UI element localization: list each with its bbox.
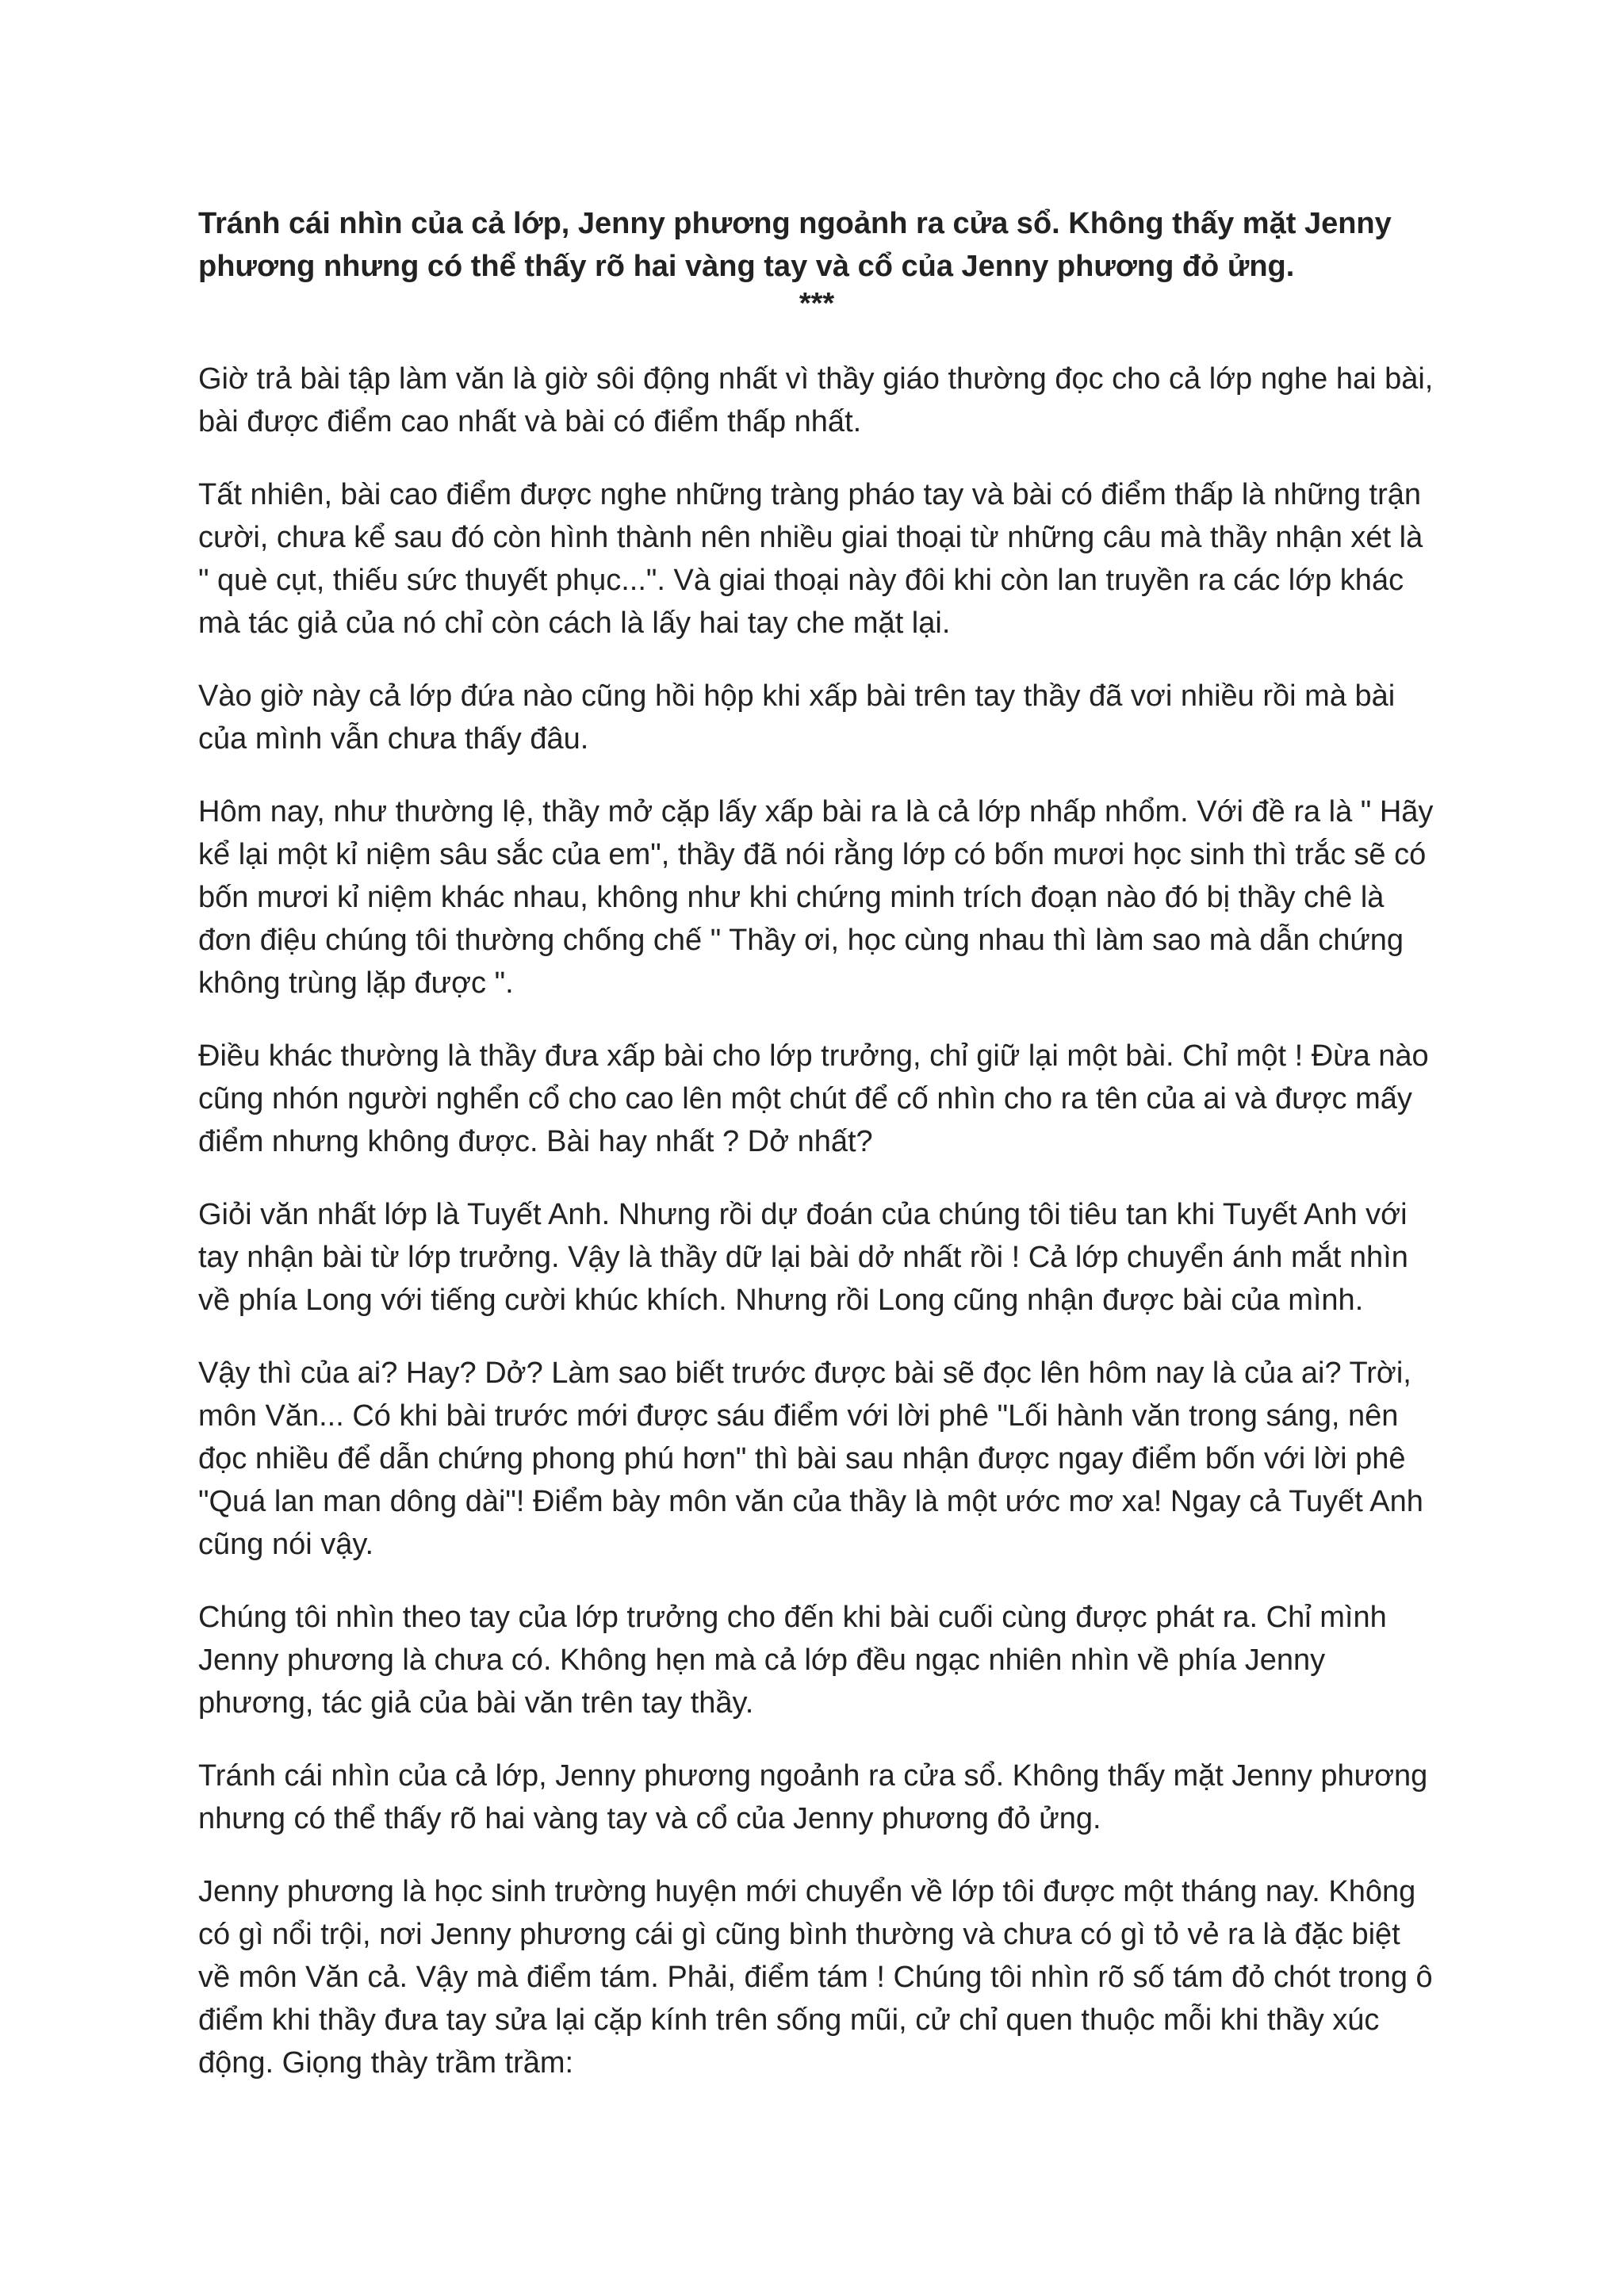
paragraph-9: Tránh cái nhìn của cả lớp, Jenny phương ngoảnh ra cửa sổ. Không thấy mặt Jenny phương nhưng có thể thấy rõ hai vàng tay và cổ của Jenny phương đỏ ửng.	[198, 1759, 1428, 1835]
paragraph-10: Jenny phương là học sinh trường huyện mới chuyển về lớp tôi được một tháng nay. Không có gì nổi trội, nơi Jenny phương cái gì cũng bình thường và chưa có gì tỏ vẻ ra là đặc biệt về môn Văn cả. Vậy mà điểm tám. Phải, điểm tám ! Chúng tôi nhìn rõ số tám đỏ chót trong ô điểm khi thầy đưa tay sửa lại cặp kính trên sống mũi, cử chỉ quen thuộc mỗi khi thầy xúc động. Giọng thày trầm trầm:	[198, 1875, 1433, 2080]
document-body	[198, 202, 1435, 2114]
section-separator: ***	[799, 287, 835, 320]
paragraph-3: Vào giờ này cả lớp đứa nào cũng hồi hộp khi xấp bài trên tay thầy đã vơi nhiều rồi mà bài của mình vẫn chưa thấy đâu.	[198, 679, 1396, 756]
paragraph-6: Giỏi văn nhất lớp là Tuyết Anh. Nhưng rồi dự đoán của chúng tôi tiêu tan khi Tuyết Anh với tay nhận bài từ lớp trưởng. Vậy là thầy dữ lại bài dở nhất rồi ! Cả lớp chuyển ánh mắt nhìn về phía Long với tiếng cười khúc khích. Nhưng rồi Long cũng nhận được bài của mình.	[198, 1198, 1408, 1317]
paragraph-7: Vậy thì của ai? Hay? Dở? Làm sao biết trước được bài sẽ đọc lên hôm nay là của ai? Trời, môn Văn... Có khi bài trước mới được sáu điểm với lời phê "Lối hành văn trong sáng, nên đọc nhiều để dẫn chứng phong phú hơn" thì bài sau nhận được ngay điểm bốn với lời phê "Quá lan man dông dài"! Điểm bày môn văn của thầy là một ước mơ xa! Ngay cả Tuyết Anh cũng nói vậy.	[198, 1357, 1423, 1561]
paragraph-2: Tất nhiên, bài cao điểm được nghe những tràng pháo tay và bài có điểm thấp là những trận cười, chưa kể sau đó còn hình thành nên nhiều giai thoại từ những câu mà thầy nhận xét là " què cụt, thiếu sức thuyết phục...". Và giai thoại này đôi khi còn lan truyền ra các lớp khác mà tác giả của nó chỉ còn cách là lấy hai tay che mặt lại.	[198, 478, 1423, 640]
paragraph-1: Giờ trả bài tập làm văn là giờ sôi động nhất vì thầy giáo thường đọc cho cả lớp nghe hai bài, bài được điểm cao nhất và bài có điểm thấp nhất.	[198, 362, 1434, 438]
bold-heading-paragraph: Tránh cái nhìn của cả lớp, Jenny phương ngoảnh ra cửa sổ. Không thấy mặt Jenny phương nhưng có thể thấy rõ hai vàng tay và cổ của Jenny phương đỏ ửng.	[198, 207, 1392, 283]
paragraph-5: Điều khác thường là thầy đưa xấp bài cho lớp trưởng, chỉ giữ lại một bài. Chỉ một ! Đừa nào cũng nhón người nghển cổ cho cao lên một chút để cố nhìn cho ra tên của ai và được mấy điểm nhưng không được. Bài hay nhất ? Dở nhất?	[198, 1039, 1429, 1158]
paragraph-4: Hôm nay, như thường lệ, thầy mở cặp lấy xấp bài ra là cả lớp nhấp nhổm. Với đề ra là " Hãy kể lại một kỉ niệm sâu sắc của em", thầy đã nói rằng lớp có bốn mươi học sinh thì trắc sẽ có bốn mươi kỉ niệm khác nhau, không như khi chứng minh trích đoạn nào đó bị thầy chê là đơn điệu chúng tôi thường chống chế " Thầy ơi, học cùng nhau thì làm sao mà dẫn chứng không trùng lặp được ".	[198, 795, 1434, 1000]
paragraph-8: Chúng tôi nhìn theo tay của lớp trưởng cho đến khi bài cuối cùng được phát ra. Chỉ mình Jenny phương là chưa có. Không hẹn mà cả lớp đều ngạc nhiên nhìn về phía Jenny phương, tác giả của bài văn trên tay thầy.	[198, 1601, 1387, 1720]
